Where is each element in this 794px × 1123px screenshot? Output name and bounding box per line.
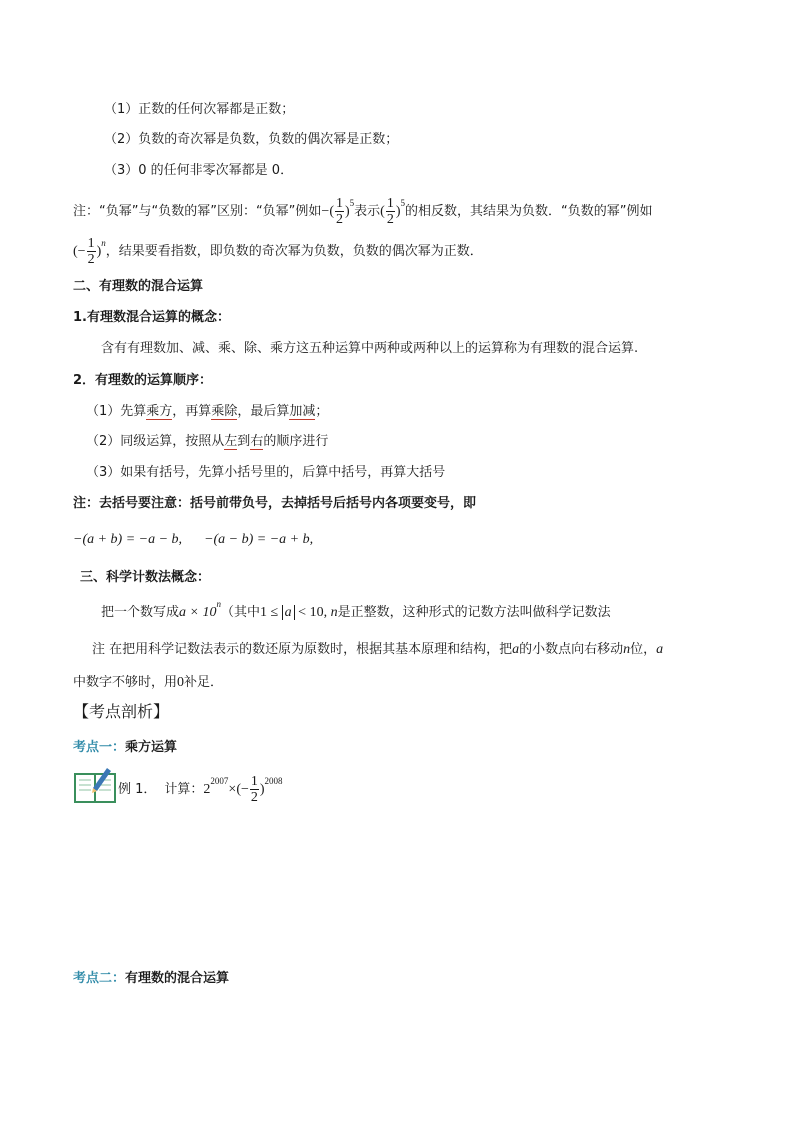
o2-right: 右 — [250, 434, 264, 449]
note1-l2-open: (− — [73, 244, 86, 259]
note1-exp: 5 — [349, 198, 355, 208]
ex-base: 2 — [203, 782, 211, 797]
note1-close-paren: ) — [344, 204, 350, 219]
o1-e: ，最后算 — [237, 404, 290, 419]
rule-2: （2）负数的奇次幂是负数，负数的偶次幂是正数； — [104, 132, 399, 147]
o2-a: （2）同级运算，按照从 — [86, 434, 225, 449]
note1-exp-2: 5 — [400, 198, 406, 208]
s1-math: a × 10 — [179, 605, 217, 620]
section-2-title: 二、有理数的混合运算 — [73, 279, 204, 294]
o1-a: （1）先算 — [86, 404, 147, 419]
analysis-title: 【考点剖析】 — [73, 702, 170, 721]
order-title: 2．有理数的运算顺序： — [73, 373, 213, 388]
sci-notation-definition — [101, 599, 611, 623]
concept-title: 1.有理数混合运算的概念： — [73, 310, 230, 325]
o1-g: ； — [315, 404, 329, 419]
s1-ineq-a: 1 ≤ — [259, 605, 282, 620]
formula-1: −(a + b) = −a − b, — [73, 532, 183, 547]
section-3-title: 三、科学计数法概念： — [80, 570, 211, 585]
ex-fraction — [250, 774, 259, 805]
s1-ineq-b: < 10, — [294, 605, 331, 620]
formula-2: −(a − b) = −a + b, — [204, 532, 314, 547]
o1-addsub: 加减 — [289, 404, 316, 419]
note1-l2-close: ) — [96, 244, 102, 259]
note-negative-power-cont — [73, 236, 483, 267]
bracket-note: 注：去括号要注意：括号前带负号，去掉括号后括号内各项要变号，即 — [73, 496, 477, 511]
note1-text-d: ，结果要看指数，即负数的奇次幂为负数，负数的偶次幂为正数． — [105, 244, 483, 259]
s1-abs-a: a — [282, 605, 295, 620]
ex-frac-num: 1 — [250, 774, 258, 789]
o2-c: 到 — [237, 434, 251, 449]
note1-text-a: 注：“负幂”与“负数的幂”区别：“负幂”例如 — [73, 204, 322, 219]
note1-close-paren-2: ) — [395, 204, 401, 219]
note1-exp-n: n — [101, 238, 106, 248]
ex-exp2: 2008 — [264, 776, 283, 786]
order-rule-1 — [86, 402, 328, 422]
frac-den: 2 — [87, 252, 95, 267]
o1-c: ，再算 — [172, 404, 212, 419]
s1-b: （其中 — [220, 605, 260, 620]
n-var-a: a — [512, 642, 520, 657]
n-b: 的小数点向右移动 — [519, 642, 624, 657]
n-e: 补足． — [184, 675, 224, 690]
n-var-n: n — [623, 642, 631, 657]
fraction-one-half-2 — [386, 196, 395, 227]
sci-notation-note-cont — [73, 673, 223, 693]
rule-1: （1）正数的任何次幂都是正数； — [104, 102, 295, 117]
n-a: 注 在把用科学记数法表示的数还原为原数时，根据其基本原理和结构，把 — [92, 642, 513, 657]
o2-left: 左 — [224, 434, 238, 449]
n-zero: 0 — [177, 675, 185, 690]
point-1-label: 考点一： — [73, 740, 126, 755]
o1-power: 乘方 — [146, 404, 173, 419]
ex-frac-den: 2 — [250, 790, 258, 805]
note-negative-power — [73, 196, 653, 227]
example-1 — [118, 774, 283, 805]
point-2-title: 有理数的混合运算 — [125, 971, 230, 986]
note1-open-paren: ( — [380, 204, 385, 219]
fraction-one-half-3 — [87, 236, 96, 267]
note1-text-c: 的相反数，其结果为负数．“负数的幂”例如 — [405, 204, 653, 219]
example-1-prompt: 计算： — [164, 782, 204, 797]
ex-times: ×(− — [228, 782, 249, 797]
s1-exp: n — [216, 599, 221, 609]
sci-notation-note — [92, 640, 663, 660]
s1-n: n — [330, 605, 338, 620]
note1-minus-paren: −( — [321, 204, 334, 219]
point-2-heading — [73, 969, 229, 989]
fraction-one-half — [335, 196, 344, 227]
order-rule-3: （3）如果有括号，先算小括号里的，后算中括号，再算大括号 — [86, 465, 446, 480]
ex-exp1: 2007 — [210, 776, 229, 786]
concept-text: 含有有理数加、减、乘、除、乘方这五种运算中两种或两种以上的运算称为有理数的混合运算. — [101, 341, 639, 356]
rule-3: （3）0 的任何非零次幂都是 0． — [104, 163, 294, 178]
frac-den: 2 — [386, 212, 394, 227]
s1-c: 是正整数，这种形式的记数方法叫做科学记数法 — [337, 605, 611, 620]
example-1-label: 例 1． — [118, 782, 157, 797]
point-1-heading — [73, 738, 177, 758]
o2-e: 的顺序进行 — [263, 434, 329, 449]
order-rule-2 — [86, 432, 328, 452]
frac-den: 2 — [335, 212, 343, 227]
n-var-a2: a — [656, 642, 664, 657]
n-c: 位， — [630, 642, 657, 657]
note1-text-b: 表示 — [354, 204, 381, 219]
frac-num: 1 — [87, 236, 95, 251]
bracket-formulas — [73, 530, 313, 550]
o1-muldiv: 乘除 — [211, 404, 238, 419]
ex-close: ) — [259, 782, 265, 797]
frac-num: 1 — [386, 196, 394, 211]
n-d: 中数字不够时，用 — [73, 675, 178, 690]
s1-a: 把一个数写成 — [101, 605, 180, 620]
point-2-label: 考点二： — [73, 971, 126, 986]
frac-num: 1 — [335, 196, 343, 211]
point-1-title: 乘方运算 — [125, 740, 178, 755]
book-pencil-icon — [73, 766, 117, 804]
